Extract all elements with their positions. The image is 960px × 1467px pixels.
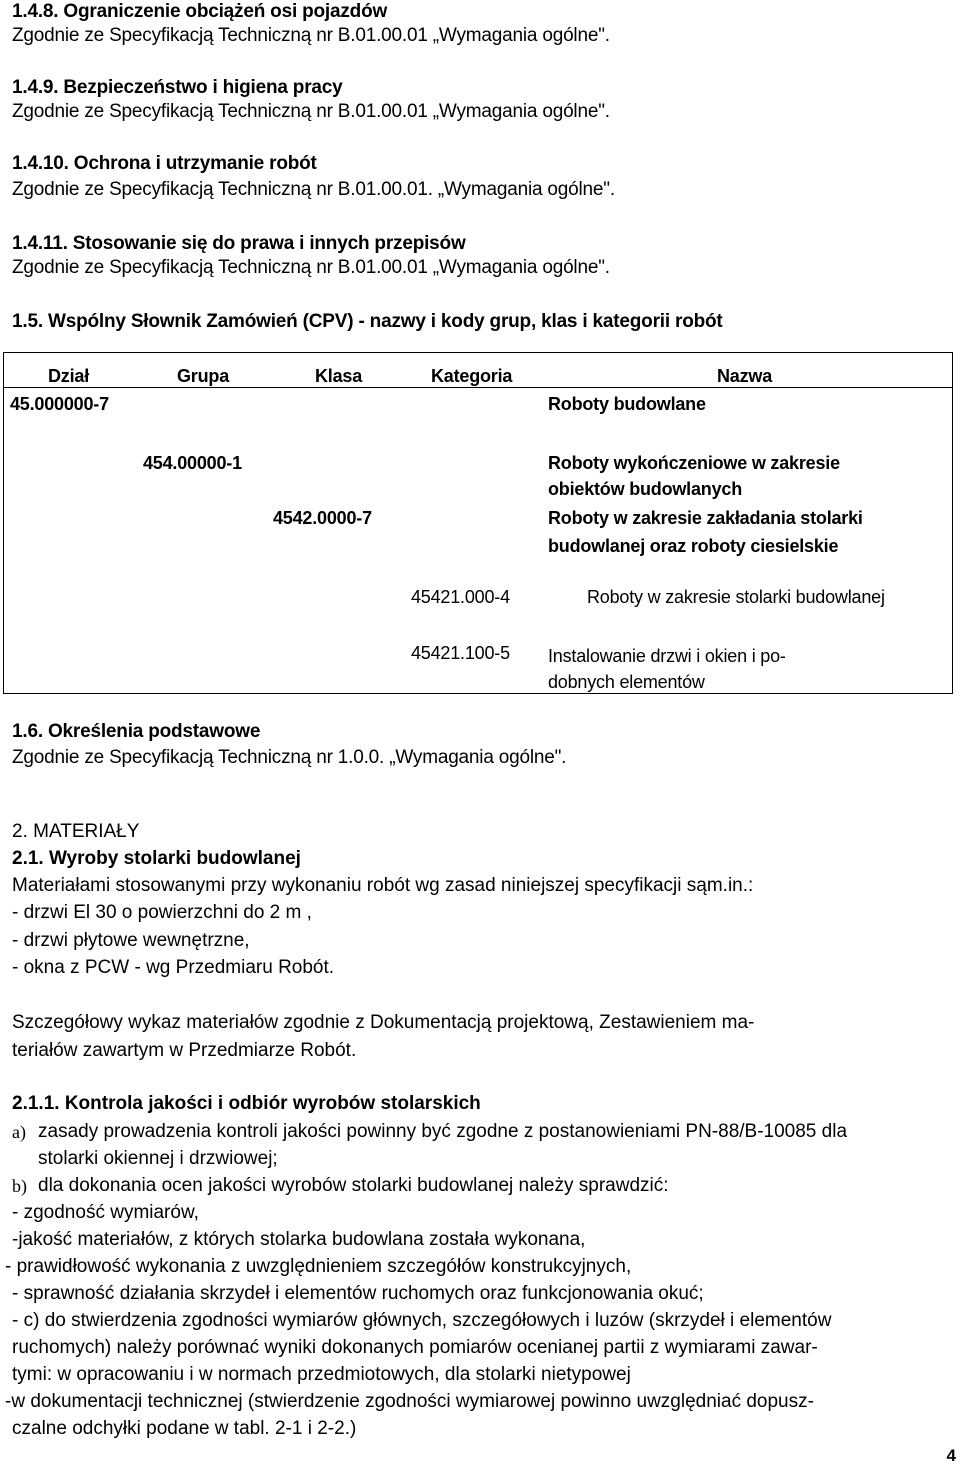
control-list-4: - sprawność działania skrzydeł i elementów ruchomych oraz funkcjonowania okuć; [12,1283,704,1304]
row1-name: Roboty budowlane [548,394,706,414]
section-16-title: 1.6. Określenia podstawowe [12,721,261,742]
row2-code: 454.00000-1 [143,453,242,473]
section-148-title: 1.4.8. Ograniczenie obciążeń osi pojazdów [12,1,388,22]
row2-name-line2: obiektów budowlanych [548,479,743,499]
control-list-7: tymi: w opracowaniu i w normach przedmiotowych, dla stolarki nietypowej [12,1364,631,1385]
control-b-marker: b) [12,1176,27,1196]
materials-detail-line1: Szczegółowy wykaz materiałów zgodnie z Dokumentacją projektową, Zestawieniem ma- [12,1012,755,1033]
row4-name: Roboty w zakresie stolarki budowlanej [587,587,885,607]
section-1410-title: 1.4.10. Ochrona i utrzymanie robót [12,153,317,174]
control-list-2: -jakość materiałów, z których stolarka budowlana została wykonana, [12,1229,586,1250]
row1-code: 45.000000-7 [10,394,109,414]
section-149-text: Zgodnie ze Specyfikacją Techniczną nr B.01.00.01 „Wymagania ogólne". [12,101,610,122]
control-list-8: -w dokumentacji technicznej (stwierdzenie zgodności wymiarowej powinno uwzględniać dopusz- [5,1391,814,1412]
materials-detail-line2: teriałów zawartym w Przedmiarze Robót. [12,1040,357,1061]
row4-code: 45421.000-4 [411,587,510,607]
control-list-1: - zgodność wymiarów, [12,1202,199,1223]
section-149-title: 1.4.9. Bezpieczeństwo i higiena pracy [12,77,343,98]
section-1410-text: Zgodnie ze Specyfikacją Techniczną nr B.01.00.01. „Wymagania ogólne". [12,179,615,200]
materials-item-3: - okna z PCW - wg Przedmiaru Robót. [12,957,335,978]
header-dzial: Dział [48,366,90,386]
section-1411-title: 1.4.11. Stosowanie się do prawa i innych przepisów [12,233,466,254]
control-b-label [12,1174,27,1199]
header-kategoria: Kategoria [431,366,513,386]
row5-name-line1: Instalowanie drzwi i okien i po- [548,646,786,666]
materials-heading: 2. MATERIAŁY [12,821,140,842]
row3-code: 4542.0000-7 [273,508,372,528]
section-16-text: Zgodnie ze Specyfikacją Techniczną nr 1.0.0. „Wymagania ogólne". [12,747,567,768]
materials-subtitle: 2.1. Wyroby stolarki budowlanej [12,848,301,869]
control-list-3: - prawidłowość wykonania z uwzględnieniem szczegółów konstrukcyjnych, [5,1256,632,1277]
control-a-text-line2: stolarki okiennej i drzwiowej; [38,1148,278,1169]
section-148-text: Zgodnie ze Specyfikacją Techniczną nr B.01.00.01 „Wymagania ogólne". [12,25,610,46]
section-1411-text: Zgodnie ze Specyfikacją Techniczną nr B.01.00.01 „Wymagania ogólne". [12,257,610,278]
control-list-6: ruchomych) należy porównać wyniki dokonanych pomiarów ocenianej partii z wymiarami zawar- [12,1337,818,1358]
materials-item-1: - drzwi El 30 o powierzchni do 2 m , [12,902,312,923]
control-b-text: dla dokonania ocen jakości wyrobów stolarki budowlanej należy sprawdzić: [38,1175,669,1196]
control-a-label [12,1120,26,1145]
header-grupa: Grupa [177,366,230,386]
row5-code: 45421.100-5 [411,643,510,663]
page-number: 4 [946,1446,956,1465]
cpv-table [3,352,953,694]
materials-intro: Materiałami stosowanymi przy wykonaniu robót wg zasad niniejszej specyfikacji sąm.in.: [12,875,754,896]
materials-item-2: - drzwi płytowe wewnętrzne, [12,930,250,951]
header-nazwa: Nazwa [717,366,773,386]
control-a-text-line1: zasady prowadzenia kontroli jakości powinny być zgodne z postanowieniami PN-88/B-10085 dla [38,1121,848,1142]
control-title: 2.1.1. Kontrola jakości i odbiór wyrobów stolarskich [12,1093,481,1114]
control-a-marker: a) [12,1122,26,1142]
control-list-5: - c) do stwierdzenia zgodności wymiarów głównych, szczegółowych i luzów (skrzydeł i elementów [12,1310,832,1331]
row3-name-line2: budowlanej oraz roboty ciesielskie [548,536,839,556]
row5-name-line2: dobnych elementów [548,672,705,692]
section-15-title: 1.5. Wspólny Słownik Zamówień (CPV) - nazwy i kody grup, klas i kategorii robót [12,311,723,332]
cpv-table-header [4,353,952,388]
header-klasa: Klasa [315,366,363,386]
row2-name-line1: Roboty wykończeniowe w zakresie [548,453,840,473]
control-list-9: czalne odchyłki podane w tabl. 2-1 i 2-2.) [12,1418,357,1439]
row3-name-line1: Roboty w zakresie zakładania stolarki [548,508,863,528]
